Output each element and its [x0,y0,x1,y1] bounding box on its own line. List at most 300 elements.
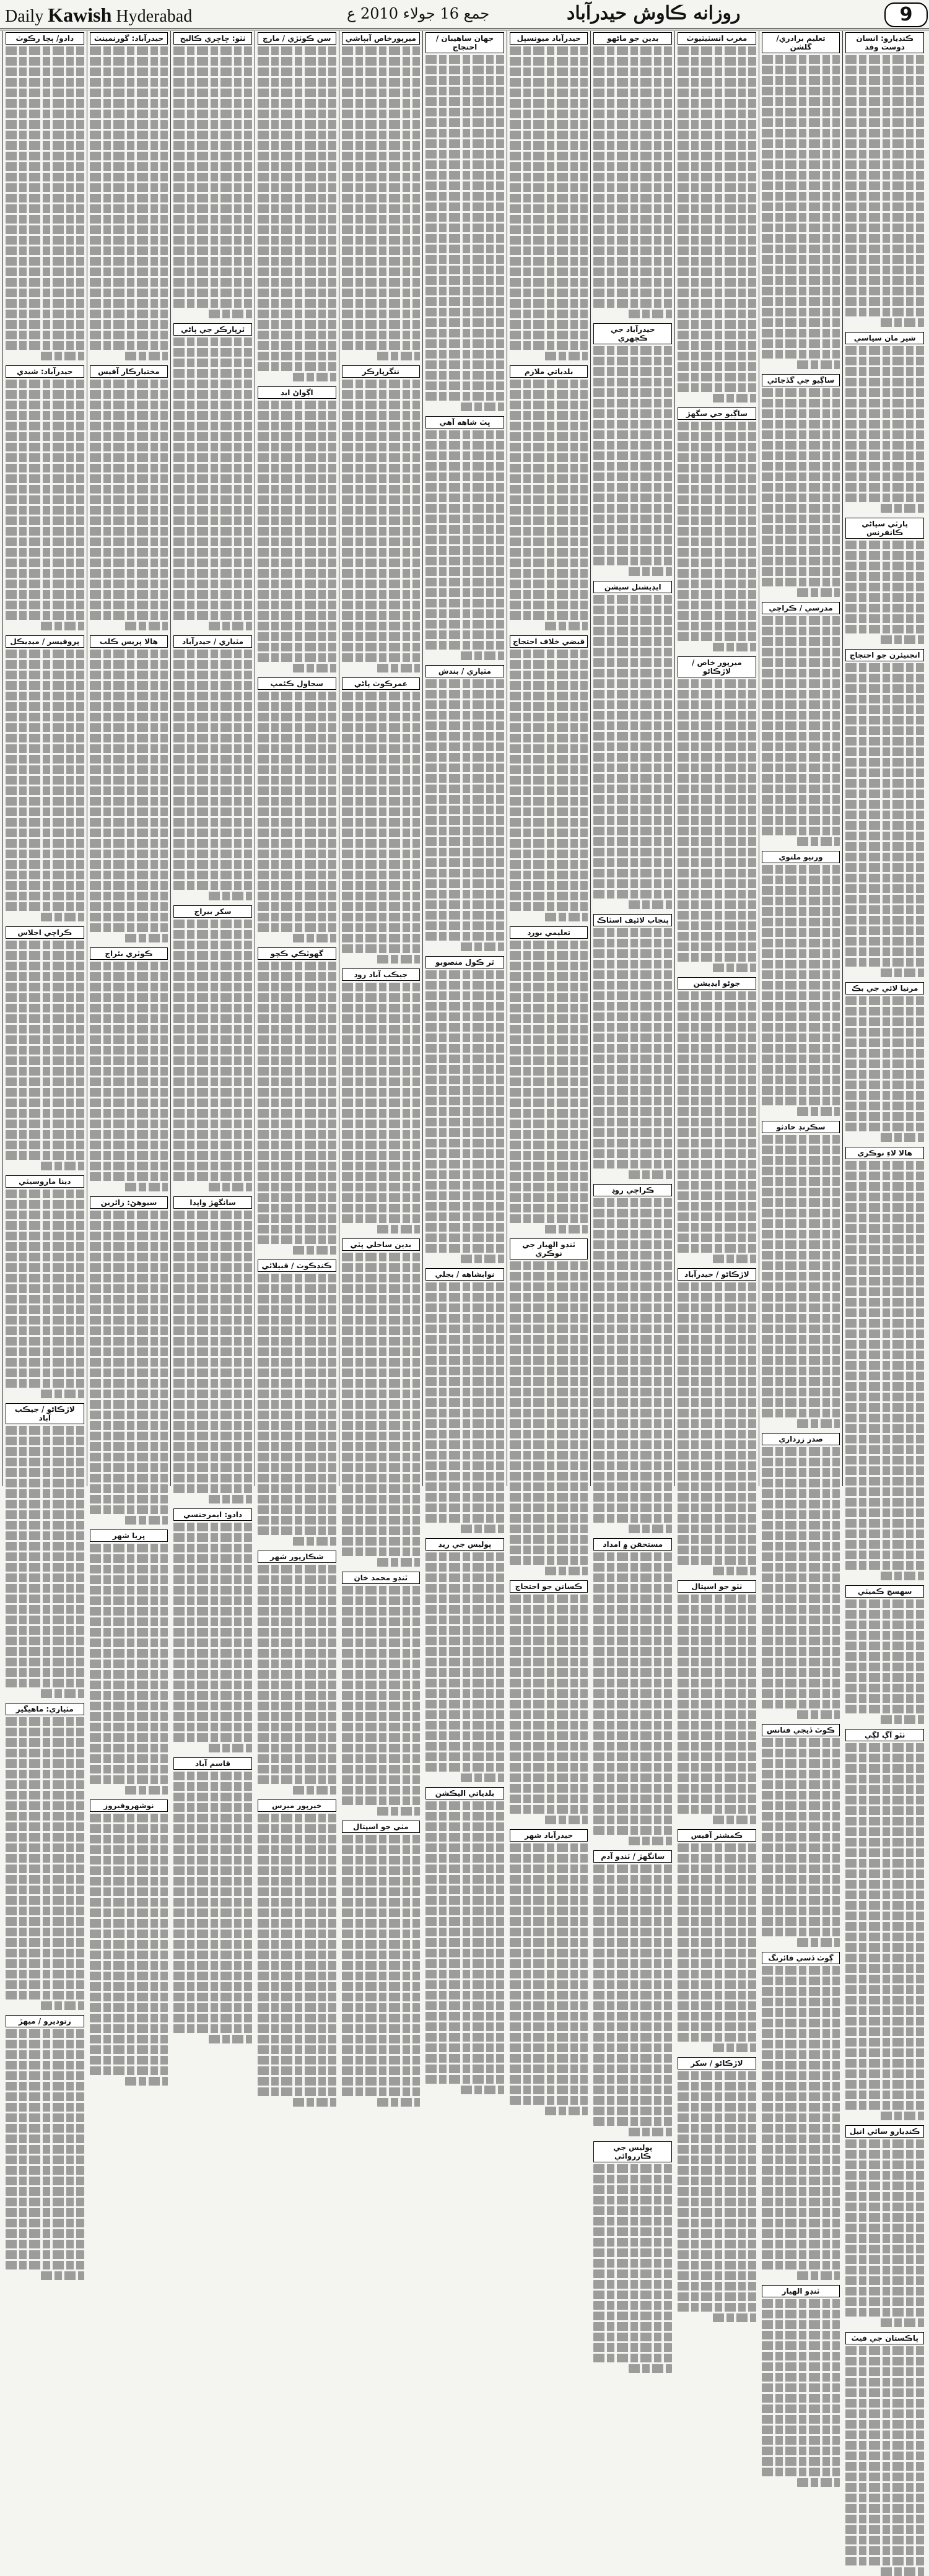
text-line [258,99,336,108]
text-line [678,1065,756,1074]
text-line [678,622,756,630]
text-line [678,1409,756,1417]
text-line [173,1649,252,1658]
text-line [510,110,588,118]
text-line [762,2019,840,2027]
text-line [510,580,588,588]
text-line [90,913,168,921]
text-line [510,257,588,266]
text-line [90,660,168,669]
text-line [510,1896,588,1905]
text-line [593,1875,672,1884]
text-line [258,89,336,97]
text-line [6,2250,84,2259]
text-line [6,881,84,890]
text-line [510,1742,588,1751]
text-line [342,1702,421,1710]
text-line [258,1225,336,1234]
text-line [593,1700,672,1708]
text-line [6,527,84,536]
text-line [845,420,924,429]
text-line [845,1028,924,1037]
text-line [678,1991,756,1999]
text-line [510,941,588,949]
story-headline: هالا لاءِ نوڪري [845,1147,924,1159]
text-line [593,816,672,825]
story-body [593,2164,672,2373]
text-line [678,2292,756,2301]
text-line [510,1535,588,1544]
text-line [593,2248,672,2257]
text-line [173,1628,252,1637]
text-line [6,1500,84,1508]
text-line [425,451,504,460]
text-line [678,110,756,118]
text-line [425,1303,504,1312]
text-line [678,1907,756,1915]
text-line [209,1744,252,1752]
text-line [461,651,504,660]
text-line [678,1700,756,1708]
text-line [90,786,168,795]
text-line [342,1442,421,1451]
story-body [762,388,840,597]
text-line [258,310,336,318]
text-line [845,2213,924,2222]
story-body [845,346,924,513]
text-line [845,1642,924,1650]
text-line [90,755,168,764]
text-line [629,1525,672,1533]
text-line [845,583,924,591]
text-line [258,225,336,234]
text-line [258,1607,336,1616]
text-line [678,1658,756,1666]
text-line [678,506,756,515]
story-headline: انجنيئرن جو احتجاج [845,649,924,661]
text-line [90,1368,168,1377]
text-line [762,1367,840,1375]
text-line [678,278,756,287]
story-body [845,541,924,644]
text-line [545,2107,588,2115]
text-line [678,2156,756,2164]
text-line [510,1335,588,1344]
text-line [173,443,252,451]
text-line [6,67,84,76]
text-line [6,611,84,620]
text-line [425,1552,504,1561]
story-body [678,2071,756,2322]
text-line [713,643,756,651]
text-line [461,1255,504,1263]
text-line [173,681,252,690]
text-line [593,268,672,276]
text-line [593,1865,672,1873]
text-line [342,881,421,890]
text-line [6,1791,84,1799]
text-line [845,297,924,306]
story-headline: ٽنڊو محمد خان [342,1572,421,1584]
text-line [425,1023,504,1032]
text-line [6,204,84,213]
text-line [845,1508,924,1517]
text-line [678,2271,756,2280]
text-line [593,1139,672,1147]
text-line [173,1866,252,1875]
text-line [678,837,756,846]
column-11 [2,31,87,2026]
text-line [510,660,588,669]
text-line [762,907,840,916]
text-line [342,1347,421,1356]
text-line [173,1712,252,1721]
text-line [6,131,84,139]
text-line [762,918,840,926]
text-line [90,2066,168,2075]
text-line [90,1744,168,1752]
text-line [173,257,252,266]
text-line [342,2003,421,2012]
news-story [845,982,924,1142]
text-line [845,367,924,376]
text-line [593,1076,672,1084]
text-line [762,2040,840,2048]
text-line [425,1033,504,1042]
text-line [41,1390,84,1398]
story-body [510,46,588,360]
text-line [6,2187,84,2196]
text-line [258,2087,336,2096]
text-line [90,1442,168,1451]
text-line [762,1531,840,1540]
text-line [125,1516,168,1525]
text-line [425,255,504,264]
text-line [593,204,672,213]
text-line [90,131,168,139]
text-line [762,441,840,450]
text-line [593,858,672,867]
text-line [510,1959,588,1968]
news-story [425,416,504,660]
text-line [293,664,336,672]
text-line [545,913,588,921]
text-line [258,1586,336,1595]
text-line [762,2394,840,2403]
text-line [6,46,84,55]
text-line [342,2035,421,2043]
text-line [678,2001,756,2010]
story-headline: پوليس جي ڪارروائي [593,2141,672,2162]
story-body [173,1772,252,2043]
text-line [845,937,924,946]
text-line [173,67,252,76]
text-line [845,2420,924,2429]
text-line [762,1637,840,1645]
text-line [377,1807,421,1816]
text-line [510,962,588,970]
text-line [593,1055,672,1063]
text-line [425,546,504,555]
text-line [425,1367,504,1375]
text-line [342,1845,421,1854]
story-headline: ڪنڊيارو: انسان دوست وفد [845,32,924,53]
text-line [342,331,421,339]
text-line [845,2504,924,2513]
text-line [425,620,504,629]
text-line [342,1130,421,1139]
text-line [845,150,924,159]
text-line [258,1235,336,1244]
news-story [845,1585,924,1724]
nameplate-city: Hyderabad [116,7,193,26]
text-line [678,1752,756,1761]
news-story [342,32,421,360]
text-line [678,869,756,877]
text-line [762,2426,840,2434]
text-line [510,1843,588,1852]
text-line [845,1663,924,1671]
text-line [510,1067,588,1076]
news-story [6,1403,84,1698]
text-line [762,287,840,295]
text-line [762,2362,840,2371]
text-line [90,1723,168,1731]
text-line [258,797,336,806]
text-line [90,1232,168,1240]
text-line [678,152,756,160]
story-body [425,679,504,951]
text-line [678,1191,756,1200]
story-headline: سانگھڙ / ٽنڊو آدم [593,1850,672,1863]
news-story [6,32,84,360]
story-body [510,1843,588,2115]
text-line [6,1109,84,1118]
text-line [258,352,336,360]
text-line [6,860,84,869]
text-line [6,1658,84,1666]
text-line [90,401,168,409]
text-line [425,392,504,401]
text-line [173,1617,252,1626]
text-line [425,213,504,222]
text-line [342,786,421,795]
story-headline: پوليس جي ريڊ [425,1538,504,1551]
news-story [90,365,168,630]
text-line [6,660,84,669]
text-line [258,1835,336,1843]
text-line [293,1246,336,1255]
story-headline: لاڙڪاڻو / جيڪب آباد [6,1403,84,1424]
text-line [425,869,504,877]
text-line [678,2282,756,2291]
text-line [762,2208,840,2217]
text-line [258,1484,336,1493]
text-line [258,1411,336,1419]
text-line [845,2203,924,2211]
text-line [593,1272,672,1281]
text-line [6,962,84,970]
text-line [173,1151,252,1160]
text-line [678,1773,756,1782]
text-line [593,1065,672,1074]
story-body [342,1835,421,2107]
text-line [678,2187,756,2196]
text-line [173,702,252,711]
text-line [678,1854,756,1863]
text-line [593,774,672,783]
text-line [510,1056,588,1065]
text-line [678,932,756,941]
text-line [90,1099,168,1107]
text-line [6,951,84,960]
text-line [90,453,168,462]
text-line [425,1472,504,1481]
text-line [342,653,421,662]
text-line [342,89,421,97]
text-line [678,711,756,720]
text-line [90,829,168,837]
text-line [342,622,421,630]
text-line [881,1715,924,1724]
text-line [258,765,336,774]
text-line [593,1928,672,1936]
text-line [90,1109,168,1118]
text-line [593,1303,672,1312]
news-story [593,1850,672,2136]
text-line [762,87,840,95]
text-line [845,1869,924,1878]
story-headline: مٽياري / بندش [425,665,504,677]
text-line [90,299,168,308]
text-line [293,934,336,942]
column-5 [507,31,591,1840]
text-line [510,1970,588,1978]
text-line [173,1523,252,1531]
text-line [6,569,84,578]
text-line [593,2117,672,2126]
text-line [678,1012,756,1021]
text-line [762,1012,840,1021]
text-line [510,1088,588,1097]
text-line [425,700,504,709]
text-line [342,1390,421,1398]
text-line [6,1970,84,1978]
text-line [797,837,840,846]
text-line [258,860,336,869]
text-line [342,713,421,721]
story-headline: دينا ماروسيٽي [6,1175,84,1188]
text-line [173,1390,252,1398]
text-line [593,648,672,656]
text-line [90,744,168,753]
text-line [90,99,168,108]
text-line [510,850,588,858]
text-line [881,318,924,327]
text-line [510,1261,588,1270]
text-line [678,1430,756,1438]
text-line [6,2198,84,2206]
text-line [593,1346,672,1354]
text-line [342,1919,421,1928]
story-body [342,380,421,672]
text-line [678,1886,756,1894]
text-line [173,860,252,869]
text-line [593,879,672,888]
text-line [425,66,504,74]
text-line [342,601,421,609]
text-line [510,1637,588,1645]
text-line [762,192,840,201]
text-line [258,850,336,858]
text-line [90,1242,168,1251]
text-line [593,536,672,544]
text-line [425,1700,504,1708]
text-line [510,1025,588,1033]
text-line [6,1004,84,1012]
text-line [762,1977,840,1985]
text-line [425,795,504,804]
text-line [41,622,84,630]
text-line [510,1077,588,1086]
text-line [425,1044,504,1053]
text-line [6,1242,84,1251]
text-line [173,495,252,504]
text-line [593,472,672,481]
text-line [258,1681,336,1689]
text-line [593,1563,672,1572]
text-line [678,320,756,329]
text-line [845,663,924,672]
text-line [258,1670,336,1679]
text-line [90,1845,168,1854]
text-line [258,1733,336,1742]
text-line [510,1141,588,1149]
text-line [845,483,924,492]
text-line [762,2156,840,2164]
text-line [6,871,84,879]
text-line [425,879,504,888]
text-line [6,485,84,494]
text-line [173,1702,252,1710]
news-story [173,905,252,1191]
text-line [173,1025,252,1033]
text-line [173,289,252,297]
text-line [6,320,84,329]
text-line [173,1824,252,1833]
text-line [342,225,421,234]
text-line [342,923,421,932]
text-line [6,2029,84,2038]
text-line [258,993,336,1002]
text-line [342,1972,421,1980]
story-body [342,46,421,360]
text-line [762,1780,840,1789]
text-line [593,246,672,255]
text-line [593,616,672,625]
text-line [593,357,672,365]
text-line [845,821,924,830]
text-line [762,1230,840,1238]
text-line [510,1162,588,1170]
text-line [678,1742,756,1751]
text-line [90,983,168,991]
text-line [6,776,84,785]
text-line [678,1647,756,1656]
text-line [425,1012,504,1021]
text-line [425,1710,504,1719]
text-line [90,671,168,679]
